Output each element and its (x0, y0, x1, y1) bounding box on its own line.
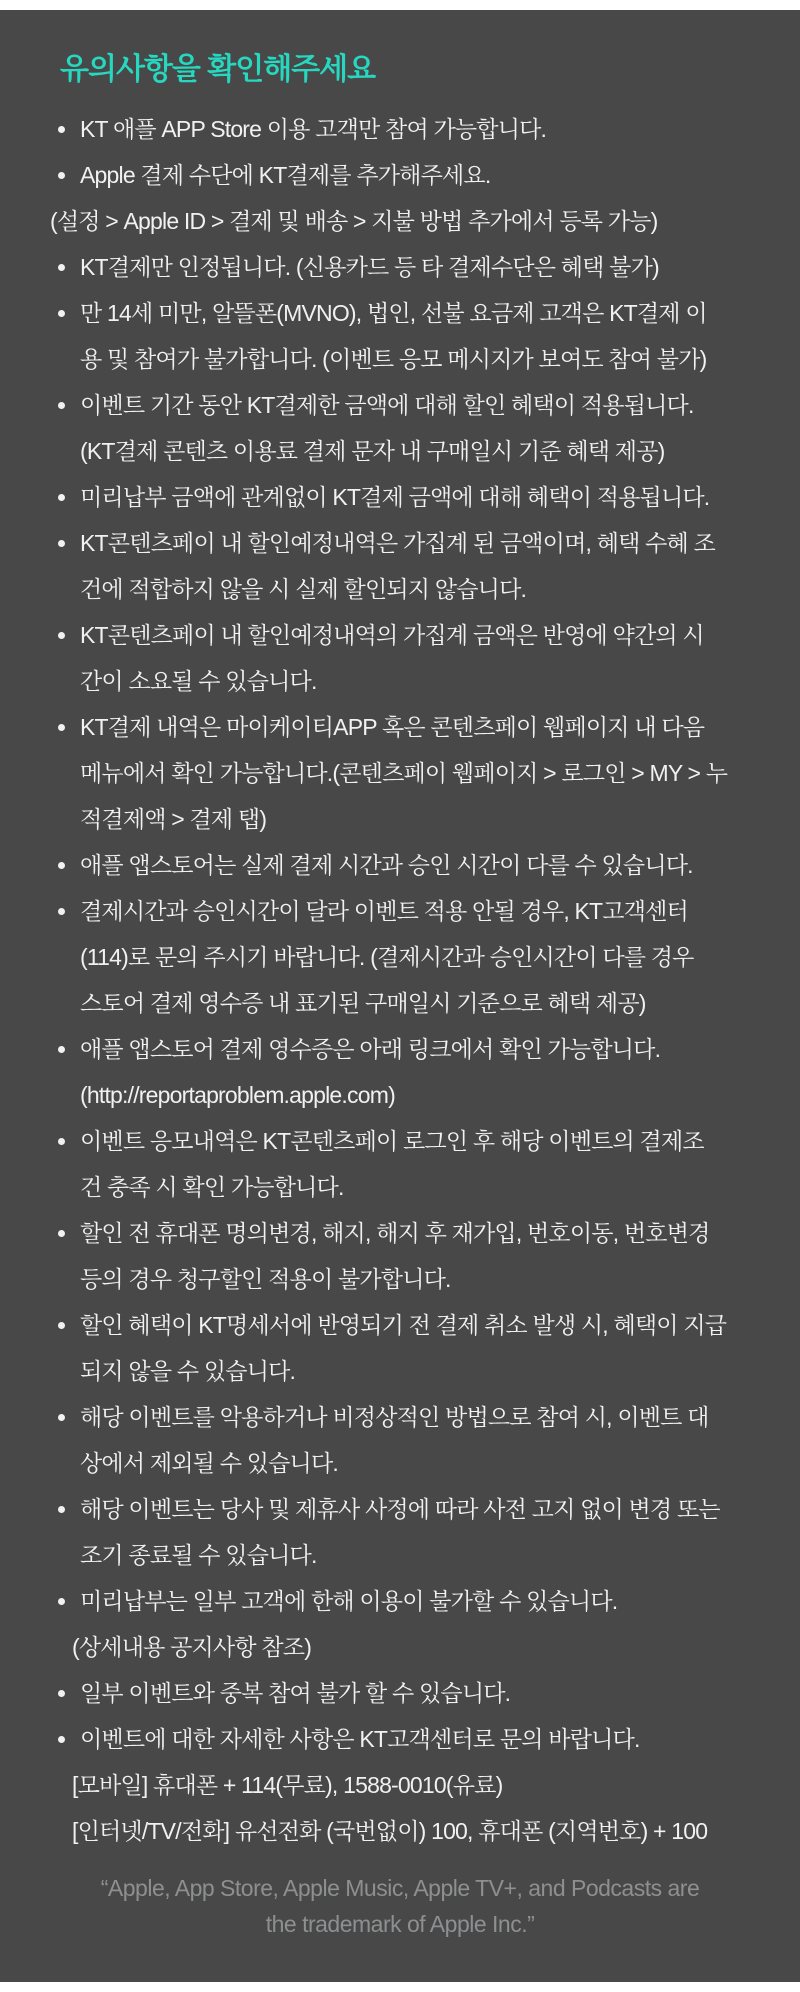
bullet-dot-icon (58, 1230, 65, 1237)
notice-text: [인터넷/TV/전화] 유선전화 (국번없이) 100, 휴대폰 (지역번호) + 100 (72, 1818, 708, 1844)
notice-item (0, 382, 800, 428)
bullet-dot-icon (58, 724, 65, 731)
bullet-dot-icon (58, 310, 65, 317)
notice-item-subline (0, 1624, 800, 1670)
notice-text: 애플 앱스토어는 실제 결제 시간과 승인 시간이 다를 수 있습니다. (80, 852, 693, 878)
notice-text: 상에서 제외될 수 있습니다. (80, 1450, 338, 1476)
notice-item-subline (0, 1532, 800, 1578)
bullet-dot-icon (58, 862, 65, 869)
notice-item-subline (0, 980, 800, 1026)
notice-text: 해당 이벤트를 악용하거나 비정상적인 방법으로 참여 시, 이벤트 대 (80, 1404, 709, 1430)
notice-item (0, 290, 800, 336)
notice-item (0, 106, 800, 152)
notice-item (0, 888, 800, 934)
notice-text: 건에 적합하지 않을 시 실제 할인되지 않습니다. (80, 576, 527, 602)
notice-item (0, 520, 800, 566)
notice-text: KT결제만 인정됩니다. (신용카드 등 타 결제수단은 혜택 불가) (80, 254, 659, 280)
notice-text: (http://reportaproblem.apple.com) (80, 1082, 395, 1108)
bullet-dot-icon (58, 172, 65, 179)
notice-item (0, 1302, 800, 1348)
notice-text: 되지 않을 수 있습니다. (80, 1358, 296, 1384)
bullet-dot-icon (58, 1046, 65, 1053)
notice-text: (설정 > Apple ID > 결제 및 배송 > 지불 방법 추가에서 등록 가능) (50, 208, 658, 234)
notice-item-subline (0, 1256, 800, 1302)
notice-text: 간이 소요될 수 있습니다. (80, 668, 317, 694)
notice-title: 유의사항을 확인해주세요 (60, 53, 376, 86)
notice-text: 조기 종료될 수 있습니다. (80, 1542, 317, 1568)
notice-item (0, 1578, 800, 1624)
notice-item-subline (0, 796, 800, 842)
notice-text: 할인 전 휴대폰 명의변경, 해지, 해지 후 재가입, 번호이동, 번호변경 (80, 1220, 710, 1246)
notice-text: 적결제액 > 결제 탭) (80, 806, 267, 832)
notice-text: 만 14세 미만, 알뜰폰(MVNO), 법인, 선불 요금제 고객은 KT결제 이 (80, 300, 707, 326)
notice-text: (114)로 문의 주시기 바랍니다. (결제시간과 승인시간이 다를 경우 (80, 944, 694, 970)
notice-item (0, 152, 800, 198)
bullet-dot-icon (58, 1598, 65, 1605)
bullet-dot-icon (58, 1138, 65, 1145)
notice-item-subline (0, 336, 800, 382)
notice-item-subline (0, 1762, 800, 1808)
notice-item (0, 1394, 800, 1440)
notice-text: 이벤트에 대한 자세한 사항은 KT고객센터로 문의 바랍니다. (80, 1726, 640, 1752)
notice-text: Apple 결제 수단에 KT결제를 추가해주세요. (80, 162, 491, 188)
notice-text: 할인 혜택이 KT명세서에 반영되기 전 결제 취소 발생 시, 혜택이 지급 (80, 1312, 727, 1338)
notice-item-subline (0, 1164, 800, 1210)
bullet-dot-icon (58, 1414, 65, 1421)
notice-text: 메뉴에서 확인 가능합니다.(콘텐츠페이 웹페이지 > 로그인 > MY > 누 (80, 760, 728, 786)
notice-text: 건 충족 시 확인 가능합니다. (80, 1174, 344, 1200)
notice-item (0, 1026, 800, 1072)
bullet-dot-icon (58, 540, 65, 547)
notice-item (0, 612, 800, 658)
notice-item-subline (0, 428, 800, 474)
bullet-dot-icon (58, 402, 65, 409)
notice-text: KT결제 내역은 마이케이티APP 혹은 콘텐츠페이 웹페이지 내 다음 (80, 714, 705, 740)
notice-item (0, 244, 800, 290)
notice-text: KT 애플 APP Store 이용 고객만 참여 가능합니다. (80, 116, 547, 142)
notice-item (0, 1670, 800, 1716)
apple-trademark-footer: “Apple, App Store, Apple Music, Apple TV+, and Podcasts are the trademark of Apple Inc.” (100, 1875, 700, 1937)
notice-item (0, 1716, 800, 1762)
notice-text: 용 및 참여가 불가합니다. (이벤트 응모 메시지가 보여도 참여 불가) (80, 346, 707, 372)
notice-text: 미리납부는 일부 고객에 한해 이용이 불가할 수 있습니다. (80, 1588, 618, 1614)
notice-item (0, 474, 800, 520)
bullet-dot-icon (58, 1506, 65, 1513)
notice-item-subline (0, 1440, 800, 1486)
notice-text: 애플 앱스토어 결제 영수증은 아래 링크에서 확인 가능합니다. (80, 1036, 661, 1062)
notice-text: KT콘텐츠페이 내 할인예정내역의 가집계 금액은 반영에 약간의 시 (80, 622, 704, 648)
notice-item-subline (0, 750, 800, 796)
bullet-dot-icon (58, 494, 65, 501)
notice-text: (상세내용 공지사항 참조) (72, 1634, 312, 1660)
bullet-dot-icon (58, 264, 65, 271)
notice-text: KT콘텐츠페이 내 할인예정내역은 가집계 된 금액이며, 혜택 수혜 조 (80, 530, 715, 556)
notice-item-subline (0, 1808, 800, 1854)
notice-text: (KT결제 콘텐츠 이용료 결제 문자 내 구매일시 기준 혜택 제공) (80, 438, 665, 464)
bullet-dot-icon (58, 1690, 65, 1697)
notice-text: 해당 이벤트는 당사 및 제휴사 사정에 따라 사전 고지 없이 변경 또는 (80, 1496, 720, 1522)
notice-item-subline (0, 934, 800, 980)
notice-text: 이벤트 응모내역은 KT콘텐츠페이 로그인 후 해당 이벤트의 결제조 (80, 1128, 704, 1154)
notice-item (0, 704, 800, 750)
notice-list (0, 106, 800, 1854)
notice-item-subline (0, 198, 800, 244)
bullet-dot-icon (58, 632, 65, 639)
notice-text: 스토어 결제 영수증 내 표기된 구매일시 기준으로 혜택 제공) (80, 990, 646, 1016)
bullet-dot-icon (58, 908, 65, 915)
bullet-dot-icon (58, 126, 65, 133)
notice-panel (0, 10, 800, 1982)
notice-text: [모바일] 휴대폰 + 114(무료), 1588-0010(유료) (72, 1772, 503, 1798)
bullet-dot-icon (58, 1322, 65, 1329)
notice-item-subline (0, 1072, 800, 1118)
notice-item-subline (0, 658, 800, 704)
notice-item (0, 1118, 800, 1164)
notice-item (0, 842, 800, 888)
notice-text: 등의 경우 청구할인 적용이 불가합니다. (80, 1266, 451, 1292)
notice-text: 결제시간과 승인시간이 달라 이벤트 적용 안될 경우, KT고객센터 (80, 898, 688, 924)
notice-item (0, 1210, 800, 1256)
notice-item (0, 1486, 800, 1532)
notice-text: 이벤트 기간 동안 KT결제한 금액에 대해 할인 혜택이 적용됩니다. (80, 392, 694, 418)
notice-text: 일부 이벤트와 중복 참여 불가 할 수 있습니다. (80, 1680, 511, 1706)
notice-item-subline (0, 566, 800, 612)
bullet-dot-icon (58, 1736, 65, 1743)
notice-text: 미리납부 금액에 관계없이 KT결제 금액에 대해 혜택이 적용됩니다. (80, 484, 710, 510)
notice-item-subline (0, 1348, 800, 1394)
